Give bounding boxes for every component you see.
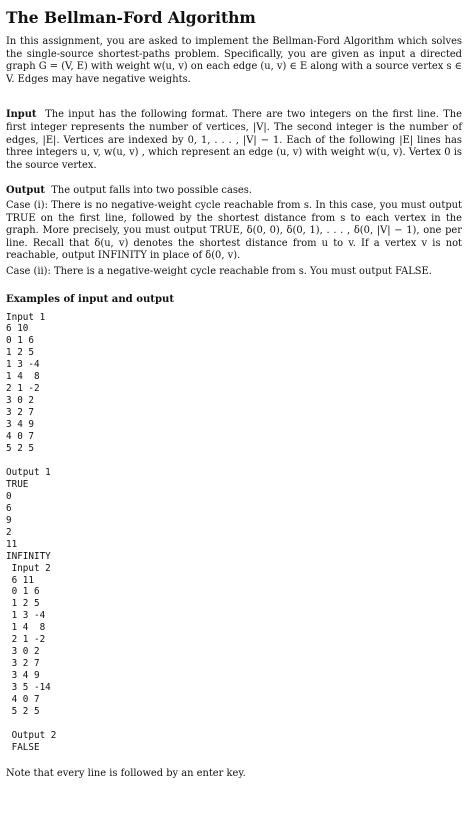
- output-section: [6, 185, 462, 198]
- examples-heading: Examples of input and output: [6, 293, 175, 305]
- input-section: [6, 109, 462, 172]
- intro-paragraph: In this assignment, you are asked to implement the Bellman-Ford Algorithm which solves the single-source shortest-paths problem. Specifically, you are given as input a directed graph G = (V, E) with weight w(u, v) on each edge (u, v) ∈ E along with a source vertex s ∈ V. Edges may have negative weights.: [6, 36, 462, 85]
- page-title: The Bellman-Ford Algorithm: [6, 8, 256, 27]
- output-heading: Output: [6, 185, 45, 197]
- case-2-paragraph: Case (ii): There is a negative-weight cycle reachable from s. You must output FALSE.: [6, 265, 432, 277]
- input-description: The input has the following format. There are two integers on the first line. The first integer represents the number of vertices, |V|. The second integer is the number of edges, |E|. Vertices are indexed by 0, 1, . . . , |V| − 1. Each of the following |E| lines has three integers u, v, w(u, v) , which represent an edge (u, v) with weight w(u, v). Vertex 0 is the source vertex.: [6, 109, 463, 171]
- case-1-paragraph: Case (i): There is no negative-weight cycle reachable from s. In this case, you must output TRUE on the first line, followed by the shortest distance from s to each vertex in the graph. More precisely, you must output TRUE, δ(0, 0), δ(0, 1), . . . , δ(0, |V| − 1), one per line. Recall that δ(u, v) denotes the shortest distance from u to v. If a vertex v is not reachable, output INFINITY in place of δ(0, v).: [6, 199, 462, 262]
- example-output-2: Output 2 FALSE: [11, 729, 57, 753]
- input-heading: Input: [6, 109, 37, 121]
- example-input-1: Input 1 6 10 0 1 6 1 2 5 1 3 -4 1 4 8 2 1 -2 3 0 2 3 2 7 3 4 9 4 0 7 5 2 5: [6, 311, 46, 454]
- output-description: The output falls into two possible cases.: [51, 185, 252, 197]
- example-input-2: Input 2 6 11 0 1 6 1 2 5 1 3 -4 1 4 8 2 1 -2 3 0 2 3 2 7 3 4 9 3 5 -14 4 0 7 5 2 5: [11, 562, 51, 717]
- footer-note: Note that every line is followed by an enter key.: [6, 767, 246, 779]
- example-output-1: Output 1 TRUE 0 6 9 2 11 INFINITY: [6, 466, 51, 562]
